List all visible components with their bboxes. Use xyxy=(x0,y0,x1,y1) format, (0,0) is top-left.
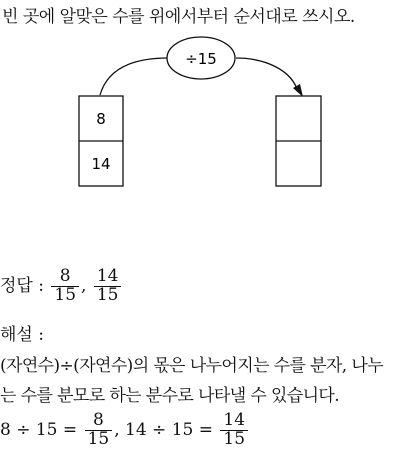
left-box-bottom-value: 14 xyxy=(91,155,111,173)
fraction-numerator: 14 xyxy=(96,266,119,286)
answer-fraction-2 xyxy=(94,268,122,305)
question-text: 빈 곳에 알맞은 수를 위에서부터 순서대로 쓰시오. xyxy=(2,7,355,27)
fraction-denominator: 15 xyxy=(85,430,113,449)
equation-1-lhs: 8 ÷ 15 = xyxy=(0,419,78,440)
explanation-line-2: 는 수를 분모로 하는 분수로 나타낼 수 있습니다. xyxy=(0,386,340,406)
arrow-head-icon xyxy=(293,84,303,97)
fraction-denominator: 15 xyxy=(220,430,248,449)
explanation-line-1: (자연수)÷(자연수)의 몫은 나누어지는 수를 분자, 나누 xyxy=(0,356,384,376)
equation-row xyxy=(0,412,250,449)
explanation-label: 해설 : xyxy=(0,325,44,345)
fraction-numerator: 8 xyxy=(59,266,71,286)
answer-row xyxy=(0,268,123,305)
equation-separator: , xyxy=(114,419,120,440)
fraction-denominator: 15 xyxy=(94,286,122,305)
answer-label: 정답 : xyxy=(0,275,44,296)
operator-label: ÷15 xyxy=(185,50,217,68)
left-box-top-value: 8 xyxy=(96,110,106,128)
equation-2-lhs: 14 ÷ 15 = xyxy=(125,419,213,440)
answer-fraction-1 xyxy=(51,268,79,305)
equation-2-fraction xyxy=(220,412,248,449)
answer-separator: , xyxy=(81,275,87,296)
fraction-numerator: 14 xyxy=(223,410,246,430)
equation-1-fraction xyxy=(85,412,113,449)
division-diagram xyxy=(0,0,400,200)
fraction-numerator: 8 xyxy=(92,410,104,430)
fraction-denominator: 15 xyxy=(51,286,79,305)
